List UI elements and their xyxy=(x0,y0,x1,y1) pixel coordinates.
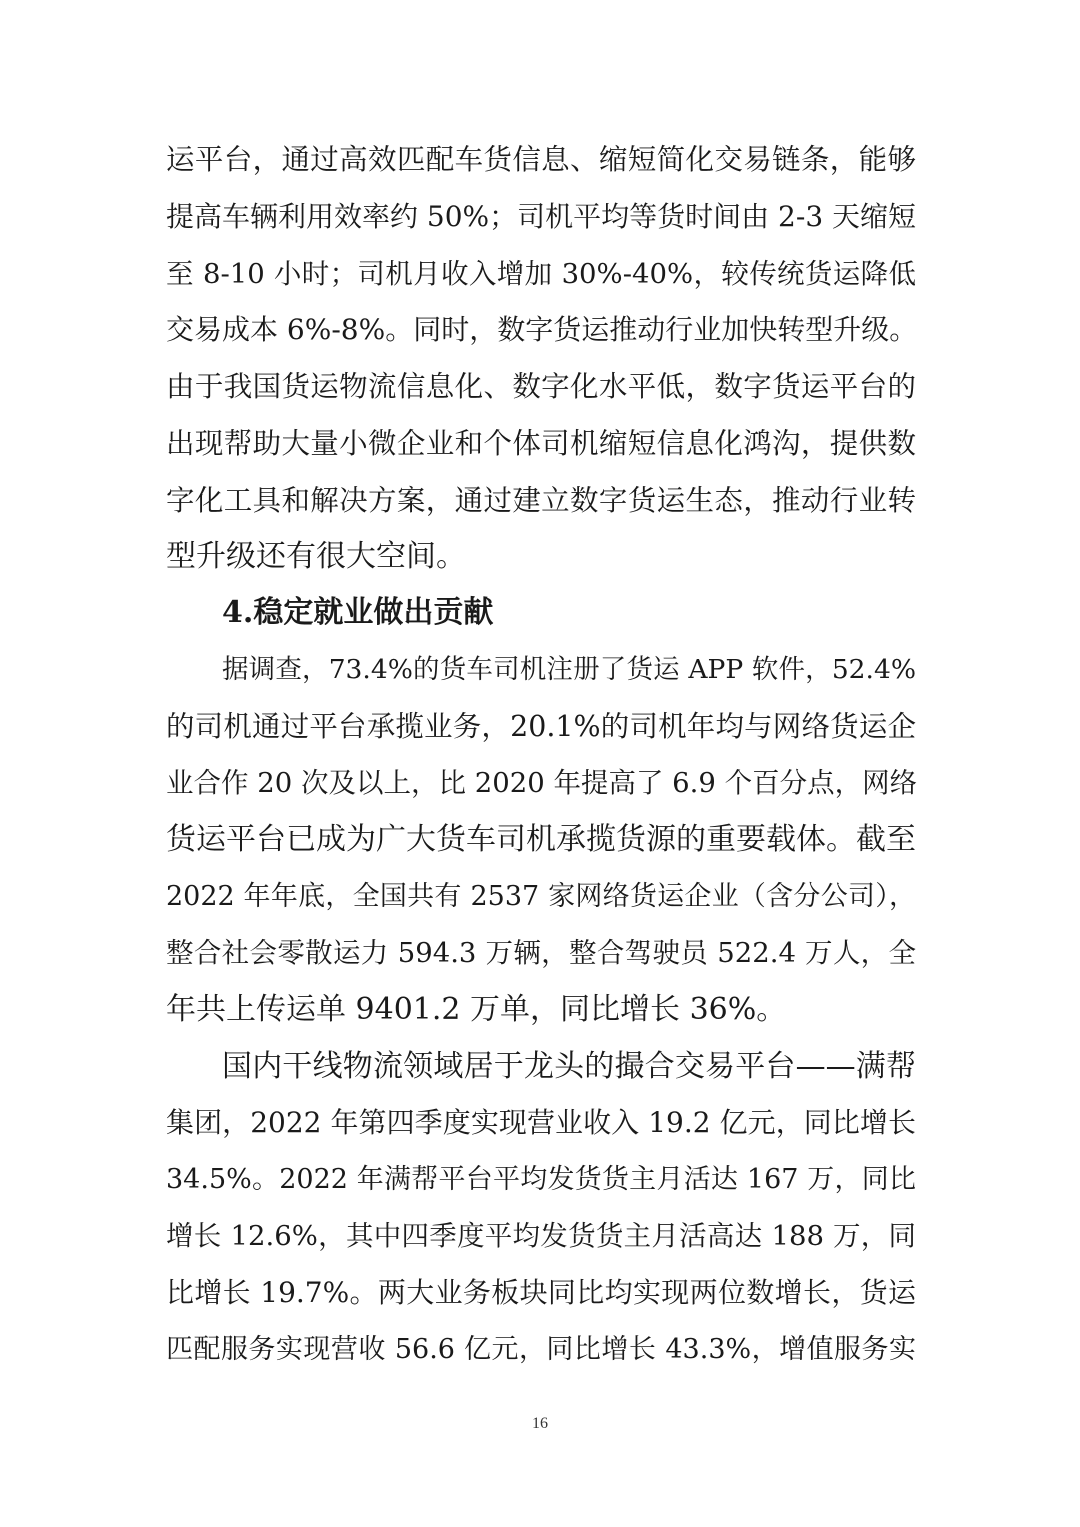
paragraph-2-line-1: 据调查，73.4%的货车司机注册了货运 APP 软件，52.4% xyxy=(222,654,916,685)
paragraph-1-line-6: 出现帮助大量小微企业和个体司机缩短信息化鸿沟，提供数 xyxy=(166,427,916,460)
paragraph-3-line-4: 增长 12.6%，其中四季度平均发货货主月活高达 188 万，同 xyxy=(166,1220,916,1252)
paragraph-2-line-2: 的司机通过平台承揽业务，20.1%的司机年均与网络货运企 xyxy=(166,710,916,743)
section-heading: 4.稳定就业做出贡献 xyxy=(222,595,494,630)
paragraph-3-line-5: 比增长 19.7%。两大业务板块同比均实现两位数增长，货运 xyxy=(166,1276,916,1309)
paragraph-3-line-6: 匹配服务实现营收 56.6 亿元，同比增长 43.3%，增值服务实 xyxy=(166,1334,916,1365)
paragraph-1-line-8: 型升级还有很大空间。 xyxy=(166,539,466,574)
paragraph-2-line-5: 2022 年年底，全国共有 2537 家网络货运企业（含分公司）， xyxy=(166,881,916,912)
paragraph-2-line-4: 货运平台已成为广大货车司机承揽货源的重要载体。截至 xyxy=(166,822,916,857)
paragraph-2-line-7: 年共上传运单 9401.2 万单，同比增长 36%。 xyxy=(166,992,787,1027)
paragraph-1-line-2: 提高车辆利用效率约 50%；司机平均等货时间由 2-3 天缩短 xyxy=(166,200,917,233)
page-number: 16 xyxy=(532,1415,548,1432)
paragraph-1-line-5: 由于我国货运物流信息化、数字化水平低，数字货运平台的 xyxy=(166,370,916,403)
paragraph-1-line-7: 字化工具和解决方案，通过建立数字货运生态，推动行业转 xyxy=(166,484,916,517)
paragraph-3-line-2: 集团，2022 年第四季度实现营业收入 19.2 亿元，同比增长 xyxy=(166,1106,916,1139)
paragraph-1-line-3: 至 8-10 小时；司机月收入增加 30%-40%，较传统货运降低 xyxy=(166,258,916,290)
paragraph-3-line-1: 国内干线物流领域居于龙头的撮合交易平台——满帮 xyxy=(222,1049,916,1084)
paragraph-2-line-3: 业合作 20 次及以上，比 2020 年提高了 6.9 个百分点，网络 xyxy=(166,767,918,799)
paragraph-1-line-4: 交易成本 6%-8%。同时，数字货运推动行业加快转型升级。 xyxy=(166,313,918,346)
paragraph-3-line-3: 34.5%。2022 年满帮平台平均发货货主月活达 167 万，同比 xyxy=(166,1164,916,1195)
paragraph-1-line-1: 运平台，通过高效匹配车货信息、缩短简化交易链条，能够 xyxy=(166,143,916,176)
paragraph-2-line-6: 整合社会零散运力 594.3 万辆，整合驾驶员 522.4 万人，全 xyxy=(166,937,916,969)
